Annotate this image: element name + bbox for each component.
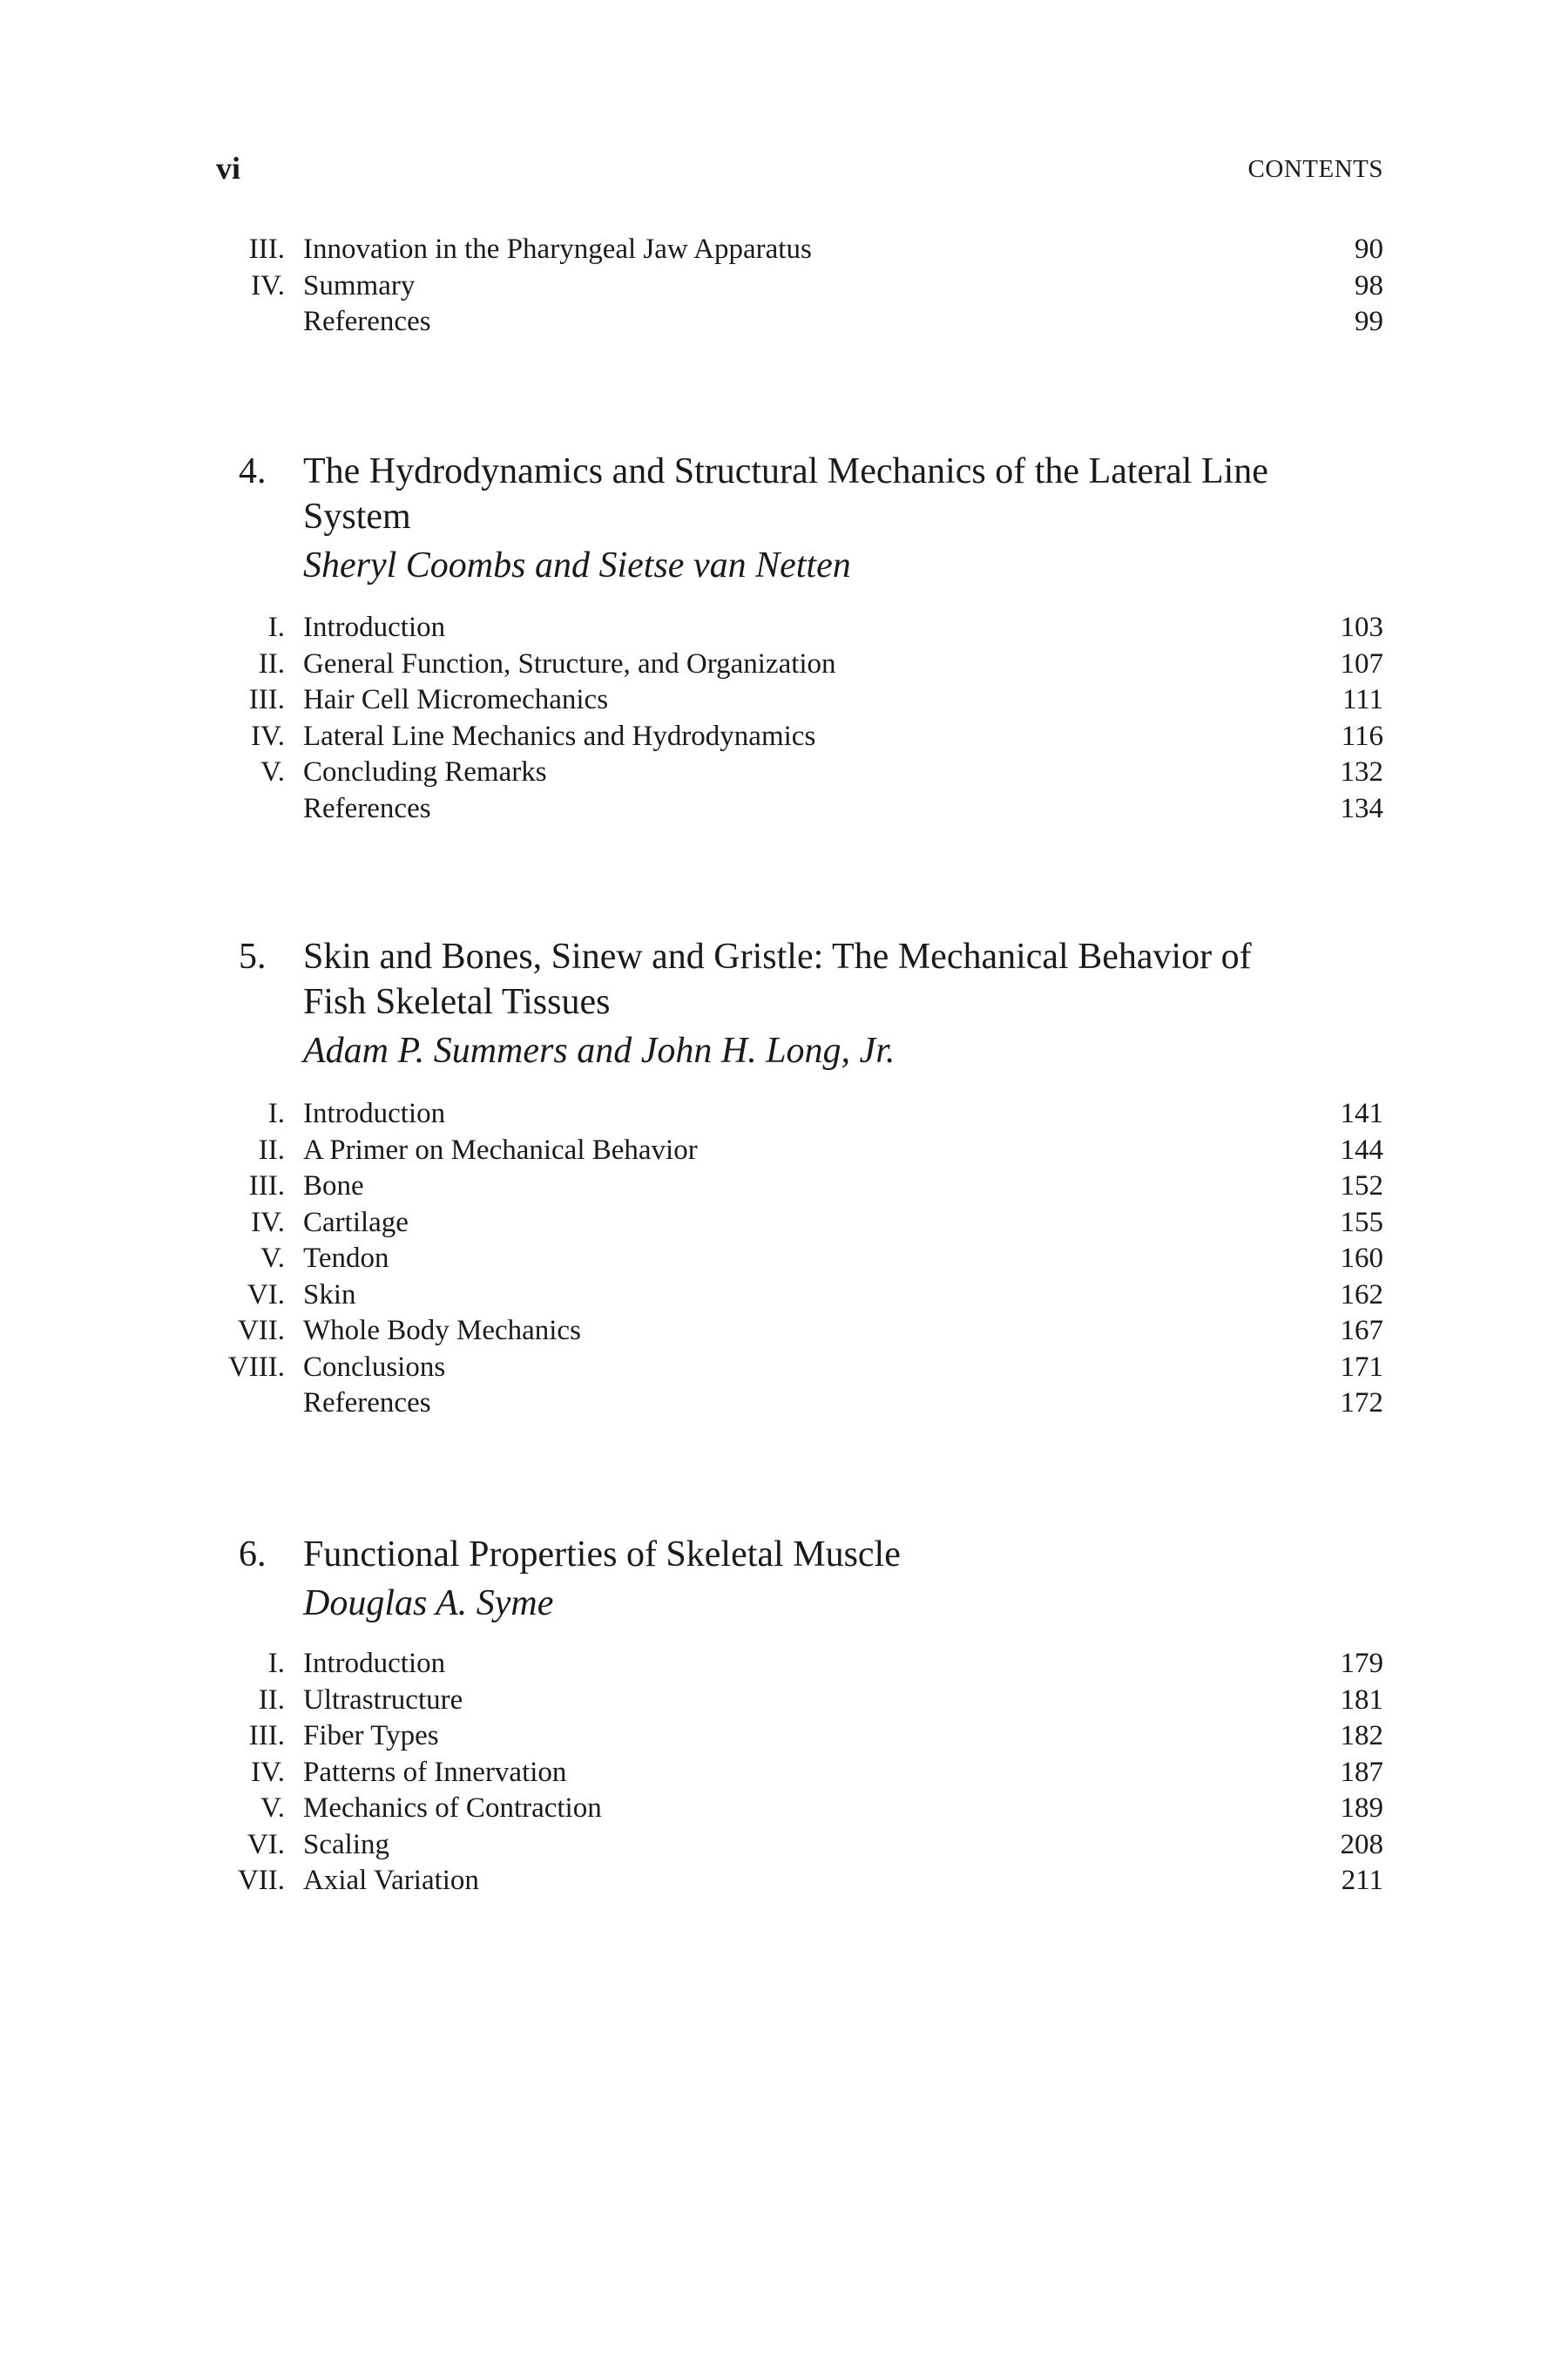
entry-title: Tendon — [303, 1243, 389, 1274]
entry-page: 187 — [1340, 1756, 1383, 1788]
chapter-title[interactable]: Skin and Bones, Sinew and Gristle: The Mechanical Behavior of Fish Skeletal Tissues — [303, 937, 1252, 1022]
entry-page: 99 — [1355, 306, 1383, 337]
entry-title: Hair Cell Micromechanics — [303, 684, 609, 715]
entry-number: I. — [267, 612, 285, 643]
toc-entry[interactable] — [0, 304, 1568, 341]
entry-title: Summary — [303, 269, 416, 301]
chapter-number: 5. — [239, 937, 267, 977]
entry-page: 144 — [1340, 1134, 1383, 1166]
toc-entry[interactable] — [0, 1205, 1568, 1242]
toc-entry[interactable] — [0, 1718, 1568, 1755]
toc-entry[interactable] — [0, 1133, 1568, 1169]
entry-number: III. — [248, 234, 285, 265]
toc-entry[interactable] — [0, 755, 1568, 791]
entry-page: 182 — [1340, 1720, 1383, 1751]
chapter-authors: Adam P. Summers and John H. Long, Jr. — [303, 1031, 896, 1071]
chapter-number: 4. — [239, 451, 267, 491]
chapter-5-entries — [0, 1096, 1568, 1422]
toc-entry[interactable] — [0, 1385, 1568, 1422]
entry-number: IV. — [251, 1756, 285, 1788]
toc-entry[interactable] — [0, 1277, 1568, 1314]
toc-entry[interactable] — [0, 647, 1568, 683]
toc-entry[interactable] — [0, 682, 1568, 719]
entry-number: III. — [248, 684, 285, 715]
entry-number: IV. — [251, 1206, 285, 1238]
continued-entries — [0, 232, 1568, 341]
entry-page: 141 — [1340, 1098, 1383, 1129]
entry-title: Innovation in the Pharyngeal Jaw Apparatus — [303, 234, 812, 265]
chapter-authors: Sheryl Coombs and Sietse van Netten — [303, 545, 851, 586]
entry-page: 211 — [1341, 1865, 1383, 1896]
entry-title: Whole Body Mechanics — [303, 1315, 581, 1346]
toc-entry[interactable] — [0, 1313, 1568, 1350]
entry-page: 208 — [1340, 1828, 1383, 1860]
entry-number: V. — [260, 756, 285, 788]
entry-number: II. — [258, 647, 285, 680]
entry-page: 134 — [1340, 792, 1383, 824]
entry-number: II. — [258, 1683, 285, 1716]
running-head — [216, 150, 1383, 193]
entry-title: References — [303, 306, 431, 337]
entry-number: V. — [260, 1243, 285, 1274]
entry-number: III. — [248, 1720, 285, 1751]
entry-number: VI. — [247, 1828, 285, 1860]
entry-title: Patterns of Innervation — [303, 1756, 567, 1788]
toc-entry[interactable] — [0, 1241, 1568, 1277]
toc-entry[interactable] — [0, 1863, 1568, 1900]
entry-page: 167 — [1340, 1315, 1383, 1346]
entry-title: A Primer on Mechanical Behavior — [303, 1134, 698, 1166]
entry-number: IV. — [251, 720, 285, 752]
entry-page: 155 — [1340, 1206, 1383, 1238]
entry-title: References — [303, 1387, 431, 1419]
entry-number: III. — [248, 1170, 285, 1202]
entry-title: Mechanics of Contraction — [303, 1792, 602, 1824]
entry-title: Introduction — [303, 1648, 446, 1679]
entry-title: Cartilage — [303, 1206, 409, 1238]
entry-page: 111 — [1342, 684, 1383, 715]
entry-page: 171 — [1340, 1351, 1383, 1383]
entry-title: Scaling — [303, 1828, 389, 1860]
entry-title: Conclusions — [303, 1351, 446, 1383]
toc-entry[interactable] — [0, 268, 1568, 305]
chapter-title[interactable]: The Hydrodynamics and Structural Mechanics of the Lateral Line System — [303, 451, 1268, 537]
entry-page: 107 — [1340, 647, 1383, 680]
entry-page: 103 — [1340, 612, 1383, 643]
toc-entry[interactable] — [0, 1096, 1568, 1133]
entry-page: 90 — [1355, 234, 1383, 265]
entry-page: 179 — [1340, 1648, 1383, 1679]
toc-entry[interactable] — [0, 719, 1568, 755]
toc-entry[interactable] — [0, 1646, 1568, 1683]
entry-title: Bone — [303, 1170, 364, 1202]
entry-page: 189 — [1340, 1792, 1383, 1824]
toc-entry[interactable] — [0, 1827, 1568, 1864]
entry-number: VII. — [237, 1865, 285, 1896]
entry-title: Concluding Remarks — [303, 756, 547, 788]
entry-number: VI. — [247, 1278, 285, 1311]
entry-title: Introduction — [303, 612, 446, 643]
toc-entry[interactable] — [0, 791, 1568, 828]
entry-number: I. — [267, 1098, 285, 1129]
toc-entry[interactable] — [0, 1755, 1568, 1791]
entry-number: VIII. — [227, 1351, 285, 1383]
entry-title: Introduction — [303, 1098, 446, 1129]
entry-page: 98 — [1355, 269, 1383, 301]
entry-page: 162 — [1340, 1278, 1383, 1311]
entry-title: Axial Variation — [303, 1865, 479, 1896]
toc-entry[interactable] — [0, 1168, 1568, 1205]
chapter-6-entries — [0, 1646, 1568, 1900]
entry-title: Skin — [303, 1278, 356, 1311]
entry-number: IV. — [251, 269, 285, 301]
entry-title: General Function, Structure, and Organization — [303, 647, 836, 680]
entry-page: 172 — [1340, 1387, 1383, 1419]
entry-title: Ultrastructure — [303, 1683, 463, 1716]
toc-entry[interactable] — [0, 1683, 1568, 1719]
chapter-title[interactable]: Functional Properties of Skeletal Muscle — [303, 1534, 901, 1575]
entry-page: 152 — [1340, 1170, 1383, 1202]
entry-number: I. — [267, 1648, 285, 1679]
entry-number: V. — [260, 1792, 285, 1824]
toc-entry[interactable] — [0, 1350, 1568, 1386]
chapter-4-entries — [0, 610, 1568, 827]
toc-entry[interactable] — [0, 610, 1568, 647]
entry-number: II. — [258, 1134, 285, 1166]
entry-title: Fiber Types — [303, 1720, 439, 1751]
entry-page: 116 — [1341, 720, 1383, 752]
entry-page: 181 — [1340, 1683, 1383, 1716]
entry-number: VII. — [237, 1315, 285, 1346]
section-title: CONTENTS — [1247, 155, 1383, 183]
entry-page: 132 — [1340, 756, 1383, 788]
toc-entry[interactable] — [0, 232, 1568, 268]
toc-entry[interactable] — [0, 1791, 1568, 1827]
entry-page: 160 — [1340, 1243, 1383, 1274]
entry-title: Lateral Line Mechanics and Hydrodynamics — [303, 720, 816, 752]
chapter-authors: Douglas A. Syme — [303, 1583, 554, 1623]
entry-title: References — [303, 792, 431, 824]
page-folio: vi — [216, 151, 241, 186]
chapter-number: 6. — [239, 1534, 267, 1575]
